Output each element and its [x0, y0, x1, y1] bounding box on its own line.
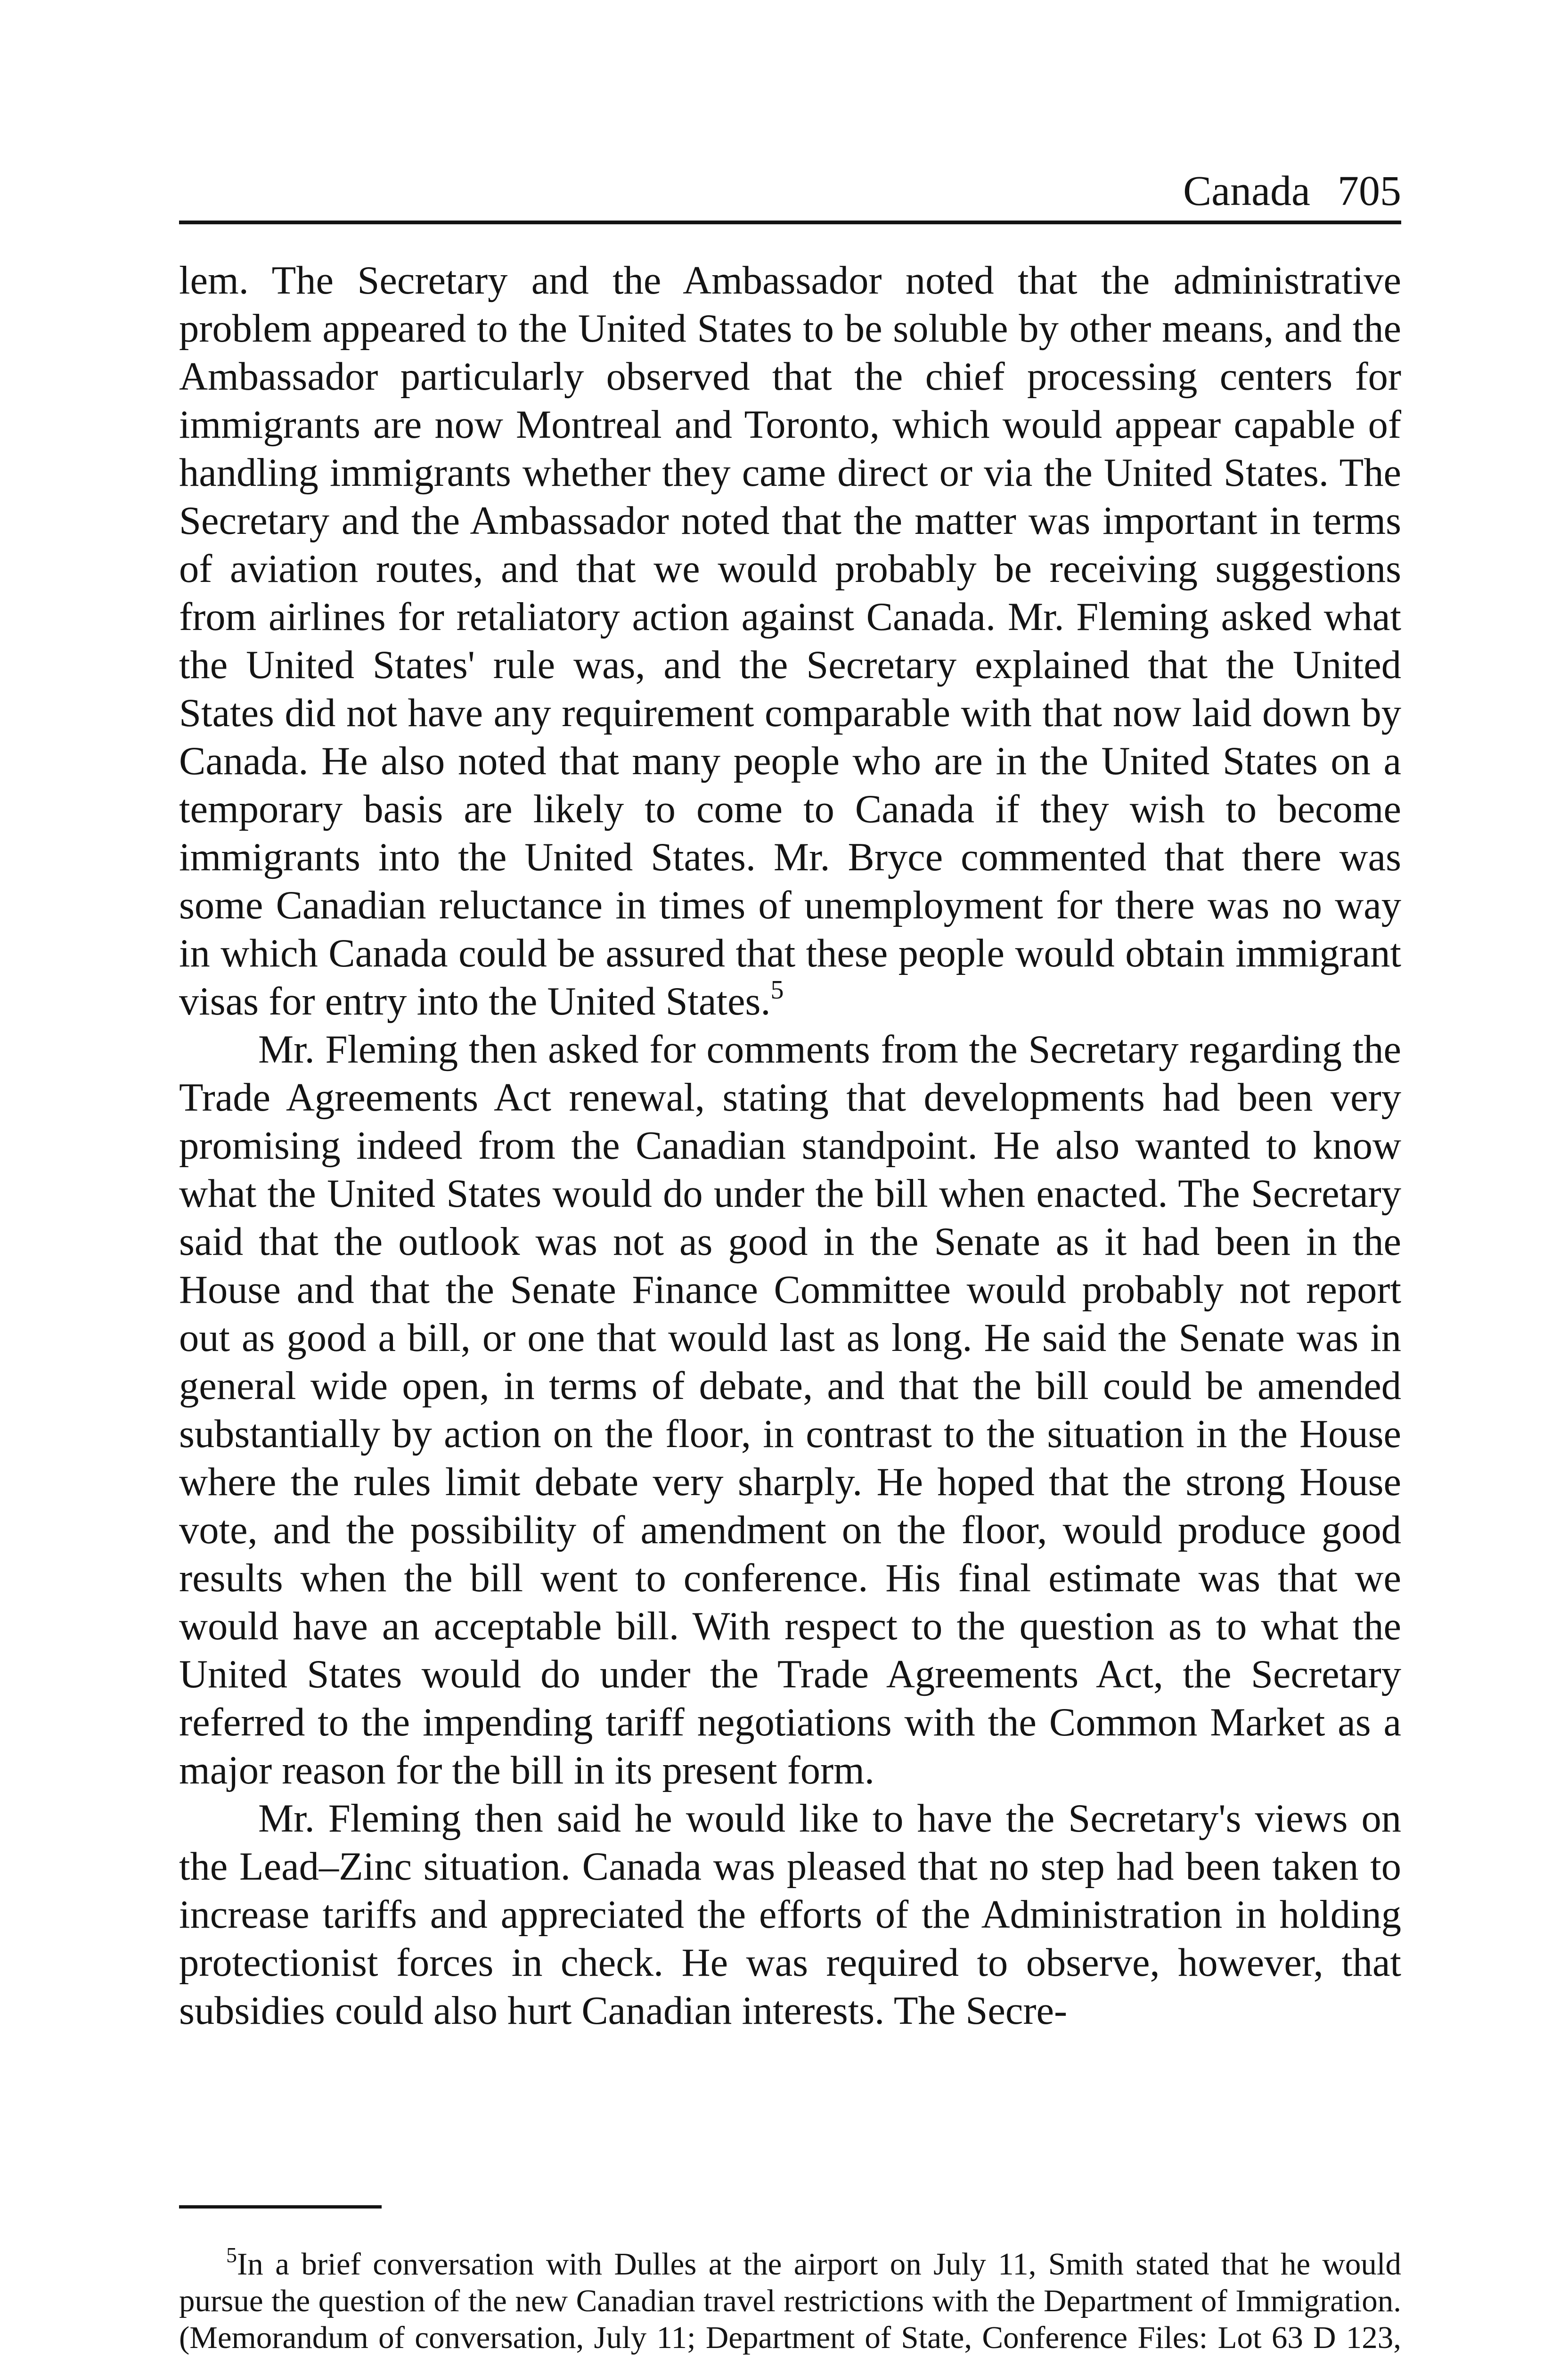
footnote-text: In a brief conversation with Dulles at the airport on July 11, Smith stated that he would pursue the question of the new Canadian travel restrictions with the Department of Immigration. (Memorandum of conversation, July 11; Department of State, Conference Files: Lot 63 D 123,: [179, 2247, 1401, 2355]
running-head-title: Canada: [1183, 168, 1310, 214]
header-rule: [179, 221, 1401, 224]
body-paragraph: [179, 257, 1401, 1026]
running-head: [179, 165, 1401, 218]
body-text: [179, 257, 1401, 2035]
body-paragraph: Mr. Fleming then asked for comments from the Secretary regarding the Trade Agreements Act renewal, stating that developments had been very promising indeed from the Canadian standpoint. He also wanted to know what the United States would do under the bill when enacted. The Secretary said that the outlook was not as good in the Senate as it had been in the House and that the Senate Finance Committee would probably not report out as good a bill, or one that would last as long. He said the Senate was in general wide open, in terms of debate, and that the bill could be amended substantially by action on the floor, in contrast to the situation in the House where the rules limit debate very sharply. He hoped that the strong House vote, and the possibility of amendment on the floor, would produce good results when the bill went to conference. His final estimate was that we would have an acceptable bill. With respect to the question as to what the United States would do under the Trade Agreements Act, the Secretary referred to the impending tariff negotiations with the Common Market as a major reason for the bill in its present form.: [179, 1028, 1401, 1792]
footnote-marker: 5: [226, 2243, 237, 2267]
footnote: [179, 2243, 1401, 2356]
footnote-rule: [179, 2205, 382, 2209]
body-paragraph: Mr. Fleming then said he would like to have the Secretary's views on the Lead–Zinc situation. Canada was pleased that no step had been taken to increase tariffs and appreciated the efforts of the Administration in holding protectionist forces in check. He was required to observe, however, that subsidies could also hurt Canadian interests. The Secre-: [179, 1797, 1401, 2033]
page-number: 705: [1338, 168, 1401, 214]
footnote-reference: 5: [770, 975, 784, 1005]
paragraph-text: lem. The Secretary and the Ambassador noted that the administrative problem appeared to the United States to be soluble by other means, and the Ambassador particularly observed that the chief processing centers for immigrants are now Montreal and Toronto, which would appear capable of handling immigrants whether they came direct or via the United States. The Secretary and the Ambassador noted that the matter was important in terms of aviation routes, and that we would probably be receiving suggestions from airlines for retaliatory action against Canada. Mr. Fleming asked what the United States' rule was, and the Secretary explained that the United States did not have any requirement comparable with that now laid down by Canada. He also noted that many people who are in the United States on a temporary basis are likely to come to Canada if they wish to become immigrants into the United States. Mr. Bryce commented that there was some Canadian reluctance in times of unemployment for there was no way in which Canada could be assured that these people would obtain immigrant visas for entry into the United States.: [179, 259, 1401, 1023]
